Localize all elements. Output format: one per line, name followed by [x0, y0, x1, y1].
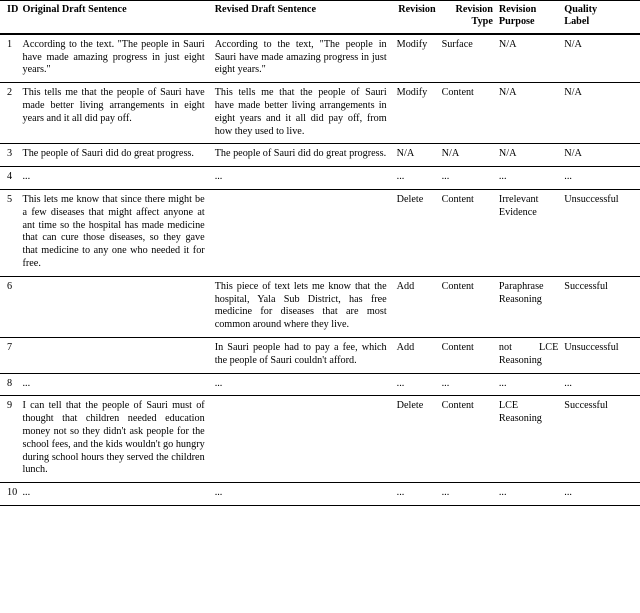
table-row	[0, 34, 640, 82]
cell-quality-label: Unsuccessful	[564, 342, 619, 354]
cell-revision: Delete	[396, 194, 424, 206]
cell-id: 3	[7, 148, 13, 160]
column-header-revised-draft-sentence: Revised Draft Sentence	[214, 4, 316, 15]
cell-quality-label: N/A	[564, 38, 582, 50]
cell-revision: ...	[396, 487, 405, 499]
table-row	[0, 483, 640, 505]
column-header-revision-purpose-line2: Purpose	[498, 16, 535, 28]
cell-revision: N/A	[396, 148, 415, 160]
cell-quality-label: ...	[564, 171, 572, 183]
cell-revision-purpose: LCE Reasoning	[498, 400, 542, 425]
cell-revised-draft-sentence	[215, 396, 397, 482]
table-footer	[0, 505, 640, 506]
column-header-id: ID	[7, 4, 19, 15]
cell-revision-type: Content	[441, 87, 474, 99]
cell-revision-type: N/A	[441, 148, 460, 160]
cell-revised-draft-sentence: This piece of text lets me know that the hospital, Yala Sub District, has free medicine for diseases that are most common around where they live.	[214, 280, 387, 331]
column-header-revision	[397, 1, 442, 33]
cell-id: 8	[7, 377, 13, 389]
cell-revised-draft-sentence: In Sauri people had to pay a fee, which the people of Sauri couldn't afford.	[214, 342, 387, 366]
column-header-revision-line1: Revision	[398, 4, 436, 15]
cell-id: 9	[7, 400, 13, 412]
cell-original-draft-sentence: I can tell that the people of Sauri must of thought that children needed education money not so they didn't ask people for the school fees, and the kids wouldn't go hungry during school hours they served the children lunch.	[22, 400, 205, 476]
cell-original-draft-sentence: According to the text. "The people in Sauri have made amazing progress in just eight years."	[22, 38, 205, 76]
column-header-revision-type	[442, 1, 499, 33]
column-header-revision-type-line2: Type	[471, 16, 493, 28]
cell-revision-type: ...	[441, 171, 450, 183]
cell-original-draft-sentence	[22, 338, 214, 373]
cell-revised-draft-sentence: ...	[214, 377, 223, 389]
table-row	[0, 396, 640, 482]
cell-revision-type: Content	[441, 280, 474, 292]
cell-revision-type: ...	[441, 487, 450, 499]
column-header-revision-purpose-line1: Revision	[498, 4, 537, 15]
cell-original-draft-sentence: This lets me know that since there might be a few diseases that might affect anyone at ant time so the hospital has made medicine that can cure those diseases, so they gave that medicine to any one who needed it for free.	[22, 194, 205, 270]
cell-revision-purpose: ...	[498, 171, 507, 183]
cell-revised-draft-sentence: According to the text, "The people in Sauri have made amazing progress in just eight years."	[214, 38, 387, 76]
cell-revision: Modify	[396, 38, 428, 50]
cell-revised-draft-sentence: This tells me that the people of Sauri have made better living arrangements in eight years and it all did pay off, from how they used to live.	[214, 87, 387, 137]
cell-id: 1	[7, 38, 13, 50]
column-header-quality-label	[564, 1, 640, 33]
column-header-quality-label-line2: Label	[564, 16, 590, 28]
column-header-quality-label-line1: Quality	[564, 4, 598, 15]
cell-original-draft-sentence: ...	[22, 487, 31, 499]
cell-revision-type: ...	[441, 377, 450, 389]
cell-revision-purpose: not LCE Reasoning	[498, 342, 559, 366]
cell-revision-purpose: N/A	[498, 87, 517, 99]
cell-revision-type: Content	[441, 400, 474, 412]
column-header-original-draft-sentence: Original Draft Sentence	[22, 4, 127, 15]
table-row	[0, 167, 640, 189]
cell-revised-draft-sentence: ...	[214, 171, 223, 183]
cell-id: 10	[7, 487, 18, 499]
cell-revision-purpose: Irrelevant Evidence	[498, 194, 539, 218]
table-body	[0, 34, 640, 505]
column-header-revision-type-line1: Revision	[455, 4, 493, 15]
cell-id: 4	[7, 171, 13, 183]
table-row	[0, 338, 640, 373]
cell-quality-label: Unsuccessful	[564, 194, 619, 206]
cell-id: 2	[7, 87, 13, 99]
cell-revised-draft-sentence	[215, 190, 397, 276]
cell-revision: Add	[396, 342, 415, 354]
cell-id: 6	[7, 280, 13, 292]
cell-revision: Modify	[396, 87, 428, 99]
cell-revision-type: Content	[441, 342, 474, 354]
cell-original-draft-sentence: ...	[22, 171, 31, 183]
cell-revised-draft-sentence: The people of Sauri did do great progress.	[214, 148, 387, 160]
cell-revision-purpose: N/A	[498, 38, 517, 50]
table-row	[0, 190, 640, 276]
cell-quality-label: Successful	[564, 400, 608, 412]
cell-revision: Delete	[396, 400, 424, 412]
cell-revision: ...	[396, 377, 405, 389]
table-row	[0, 144, 640, 166]
cell-quality-label: N/A	[564, 148, 582, 160]
header-row	[0, 1, 640, 33]
cell-quality-label: ...	[564, 377, 572, 389]
cell-revision: ...	[396, 171, 405, 183]
cell-original-draft-sentence: ...	[22, 377, 31, 389]
cell-revision-type: Content	[441, 194, 474, 206]
cell-quality-label: Successful	[564, 280, 608, 292]
cell-original-draft-sentence: This tells me that the people of Sauri have made better living arrangements in eight years and it all did pay off.	[22, 87, 205, 124]
cell-quality-label: ...	[564, 487, 572, 499]
cell-revised-draft-sentence: ...	[214, 487, 223, 499]
cell-revision-purpose: ...	[498, 377, 507, 389]
cell-revision-purpose: N/A	[498, 148, 517, 160]
cell-revision: Add	[396, 280, 415, 292]
cell-revision-purpose: Paraphrase Reasoning	[498, 280, 544, 305]
table-row	[0, 277, 640, 338]
table-header	[0, 1, 640, 35]
cell-original-draft-sentence	[22, 277, 214, 338]
column-header-revision-purpose	[499, 1, 564, 33]
cell-revision-type: Surface	[441, 38, 473, 50]
table-row	[0, 374, 640, 396]
cell-revision-purpose: ...	[498, 487, 507, 499]
table-row	[0, 83, 640, 144]
table-bottom-rule	[0, 505, 640, 506]
cell-quality-label: N/A	[564, 87, 582, 99]
cell-original-draft-sentence: The people of Sauri did do great progress.	[22, 148, 194, 160]
cell-id: 7	[7, 342, 13, 354]
cell-id: 5	[7, 194, 13, 206]
